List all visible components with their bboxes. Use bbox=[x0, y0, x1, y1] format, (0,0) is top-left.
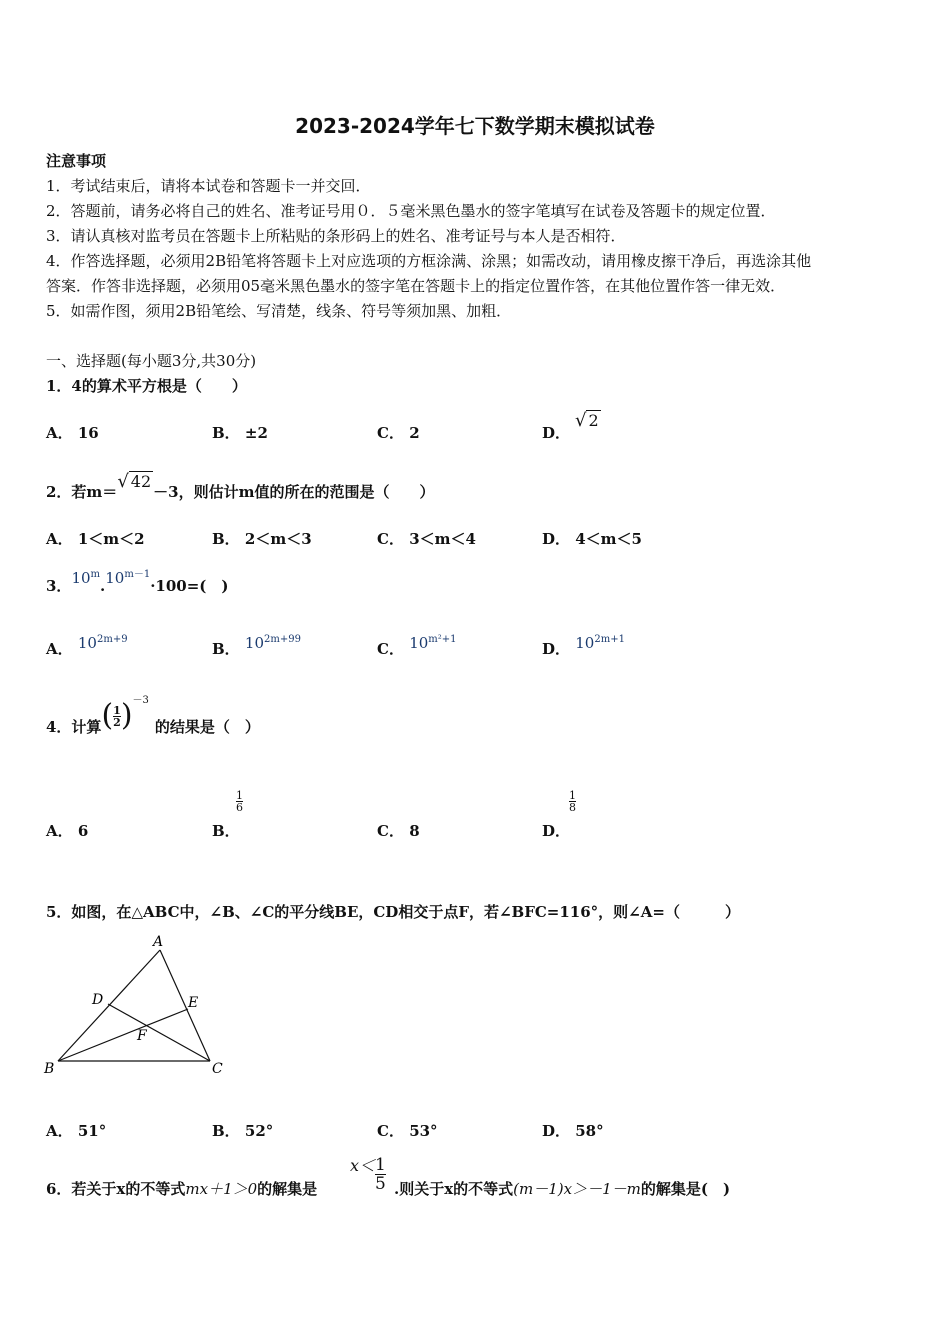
q2-option-a: A． 1＜m＜2 bbox=[46, 530, 145, 548]
q4-option-c: C． 8 bbox=[377, 822, 420, 840]
q1-option-b: B． ±2 bbox=[212, 424, 268, 442]
triangle-figure bbox=[40, 930, 240, 1080]
q3-option-b: B． $10^{2m+99}$ bbox=[212, 634, 301, 658]
question-5-stem: 5．如图，在△ABC中，∠B、∠C的平分线BE，CD相交于点F，若∠BFC=116°，则∠A=（ ） bbox=[46, 903, 740, 921]
notice-item: 2．答题前，请务必将自己的姓名、准考证号用０．５毫米黑色墨水的签字笔填写在试卷及答题卡的规定位置． bbox=[46, 202, 776, 220]
notice-item: 5．如需作图，须用2B铅笔绘、写清楚，线条、符号等须加黑、加粗． bbox=[46, 302, 512, 320]
q1-option-d: D． bbox=[542, 424, 571, 442]
q3-option-d: D． $10^{2m+1}$ bbox=[542, 634, 625, 658]
notice-heading: 注意事项 bbox=[46, 152, 107, 170]
label-a: A bbox=[153, 934, 164, 950]
label-d: D bbox=[92, 992, 104, 1008]
q4-option-b-fraction: $\frac{1}{6}$ bbox=[236, 789, 243, 814]
label-f: F bbox=[137, 1028, 147, 1044]
q3-option-a: A． $10^{2m+9}$ bbox=[46, 634, 128, 658]
question-1-stem: 1．4的算术平方根是（ ） bbox=[46, 377, 247, 395]
q1-option-d-radical: √ 2 bbox=[575, 410, 599, 431]
q3-option-c: C． $10^{m^2+1}$ bbox=[377, 634, 457, 658]
bisector-cd bbox=[108, 1004, 210, 1061]
notice-item: 4．作答选择题，必须用2B铅笔将答题卡上对应选项的方框涂满、涂黑；如需改动，请用橡皮擦干净后，再选涂其他 bbox=[46, 252, 812, 270]
q2-option-b: B． 2＜m＜3 bbox=[212, 530, 312, 548]
notice-item: 1．考试结束后，请将本试卷和答题卡一并交回． bbox=[46, 177, 371, 195]
q5-option-c: C． 53° bbox=[377, 1122, 438, 1140]
q5-option-a: A． 51° bbox=[46, 1122, 107, 1140]
side-ac bbox=[160, 950, 210, 1061]
q6-solution-fraction: x＜ $\frac{1}{5}$ bbox=[350, 1155, 386, 1194]
q4-power-expression: ( $\frac{1}{2}$ )$^{-3}$ bbox=[101, 695, 149, 733]
q4-option-b: B． bbox=[212, 822, 240, 840]
label-c: C bbox=[212, 1061, 223, 1077]
q1-option-a: A． 16 bbox=[46, 424, 99, 442]
question-6-stem-cont: .则关于x的不等式(m－1)x＞－1－m的解集是( ) bbox=[394, 1180, 731, 1198]
q2-option-d: D． 4＜m＜5 bbox=[542, 530, 642, 548]
q4-option-d-fraction: $\frac{1}{8}$ bbox=[569, 789, 576, 814]
q4-option-d: D． bbox=[542, 822, 571, 840]
q4-option-a: A． 6 bbox=[46, 822, 89, 840]
side-ab bbox=[58, 950, 160, 1061]
page-title: 2023-2024学年七下数学期末模拟试卷 bbox=[295, 114, 655, 138]
notice-item: 答案．作答非选择题，必须用05毫米黑色墨水的签字笔在答题卡上的指定位置作答，在其他位置作答一律无效． bbox=[46, 277, 786, 295]
q5-option-d: D． 58° bbox=[542, 1122, 604, 1140]
question-6-stem: 6．若关于x的不等式mx＋1＞0的解集是 bbox=[46, 1180, 318, 1198]
section-heading: 一、选择题(每小题3分,共30分) bbox=[46, 352, 257, 370]
question-2-stem: 2．若m＝√ 42－3，则估计m值的所在的范围是（ ） bbox=[46, 471, 435, 501]
label-b: B bbox=[44, 1061, 55, 1077]
q2-option-c: C． 3＜m＜4 bbox=[377, 530, 476, 548]
q1-option-c: C． 2 bbox=[377, 424, 420, 442]
label-e: E bbox=[188, 995, 199, 1011]
question-3-stem: 3．$10^m.10^{m-1}\cdot 100=$( ) bbox=[46, 569, 229, 595]
notice-item: 3．请认真核对监考员在答题卡上所粘贴的条形码上的姓名、准考证号与本人是否相符． bbox=[46, 227, 626, 245]
bisector-be bbox=[58, 1009, 188, 1061]
question-4-stem: 4．计算( $\frac{1}{2}$ )$^{-3}$的结果是（ ） bbox=[46, 695, 260, 736]
q5-option-b: B． 52° bbox=[212, 1122, 274, 1140]
